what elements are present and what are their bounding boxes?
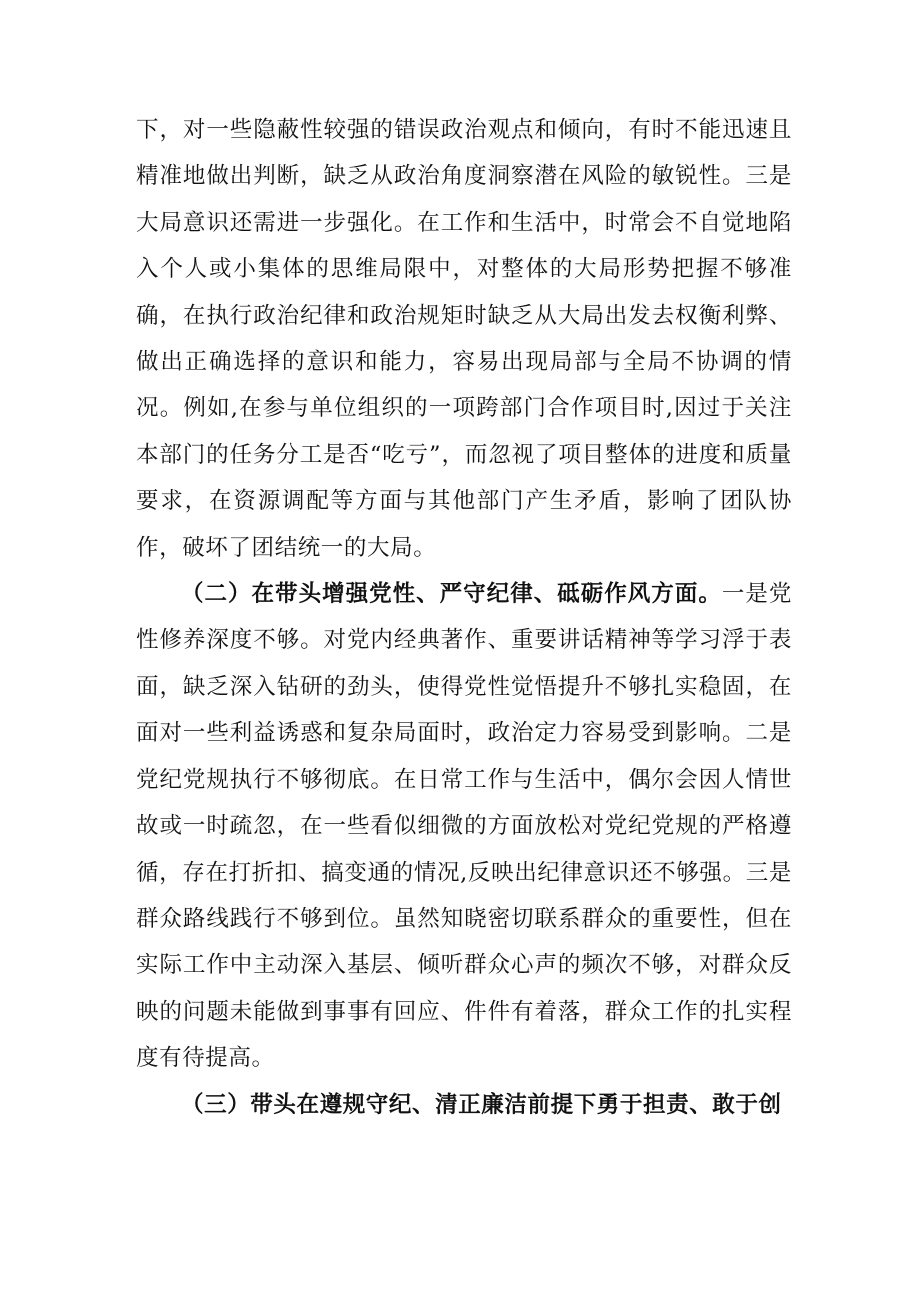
- section-heading-3: （三）带头在遵规守纪、清正廉洁前提下勇于担责、敢于创: [181, 1091, 782, 1118]
- paragraph-2: [136, 571, 792, 1081]
- paragraph-2-text: 一是党性修养深度不够。对党内经典著作、重要讲话精神等学习浮于表面，缺乏深入钻研的劲头，使得党性觉悟提升不够扎实稳固，在面对一些利益诱惑和复杂局面时，政治定力容易受到影响。二是党纪党规执行不够彻底。在日常工作与生活中，偶尔会因人情世故或一时疏忽，在一些看似细微的方面放松对党纪党规的严格遵循，存在打折扣、搞变通的情况,反映出纪律意识还不够强。三是群众路线践行不够到位。虽然知晓密切联系群众的重要性，但在实际工作中主动深入基层、倾听群众心声的频次不够，对群众反映的问题未能做到事事有回应、件件有着落，群众工作的扎实程度有待提高。: [136, 581, 792, 1072]
- paragraph-1-text: 下，对一些隐蔽性较强的错误政治观点和倾向，有时不能迅速且精准地做出判断，缺乏从政治角度洞察潜在风险的敏锐性。三是大局意识还需进一步强化。在工作和生活中，时常会不自觉地陷入个人或小集体的思维局限中，对整体的大局形势把握不够准确，在执行政治纪律和政治规矩时缺乏从大局出发去权衡利弊、做出正确选择的意识和能力，容易出现局部与全局不协调的情况。例如,在参与单位组织的一项跨部门合作项目时,因过于关注本部门的任务分工是否“吃亏”，而忽视了项目整体的进度和质量要求，在资源调配等方面与其他部门产生矛盾，影响了团队协作，破坏了团结统一的大局。: [136, 117, 792, 561]
- paragraph-3: [136, 1082, 792, 1128]
- document-body: [136, 107, 792, 1128]
- paragraph-1: [136, 107, 792, 571]
- section-heading-2: （二）在带头增强党性、严守纪律、砥砺作风方面。: [181, 581, 722, 608]
